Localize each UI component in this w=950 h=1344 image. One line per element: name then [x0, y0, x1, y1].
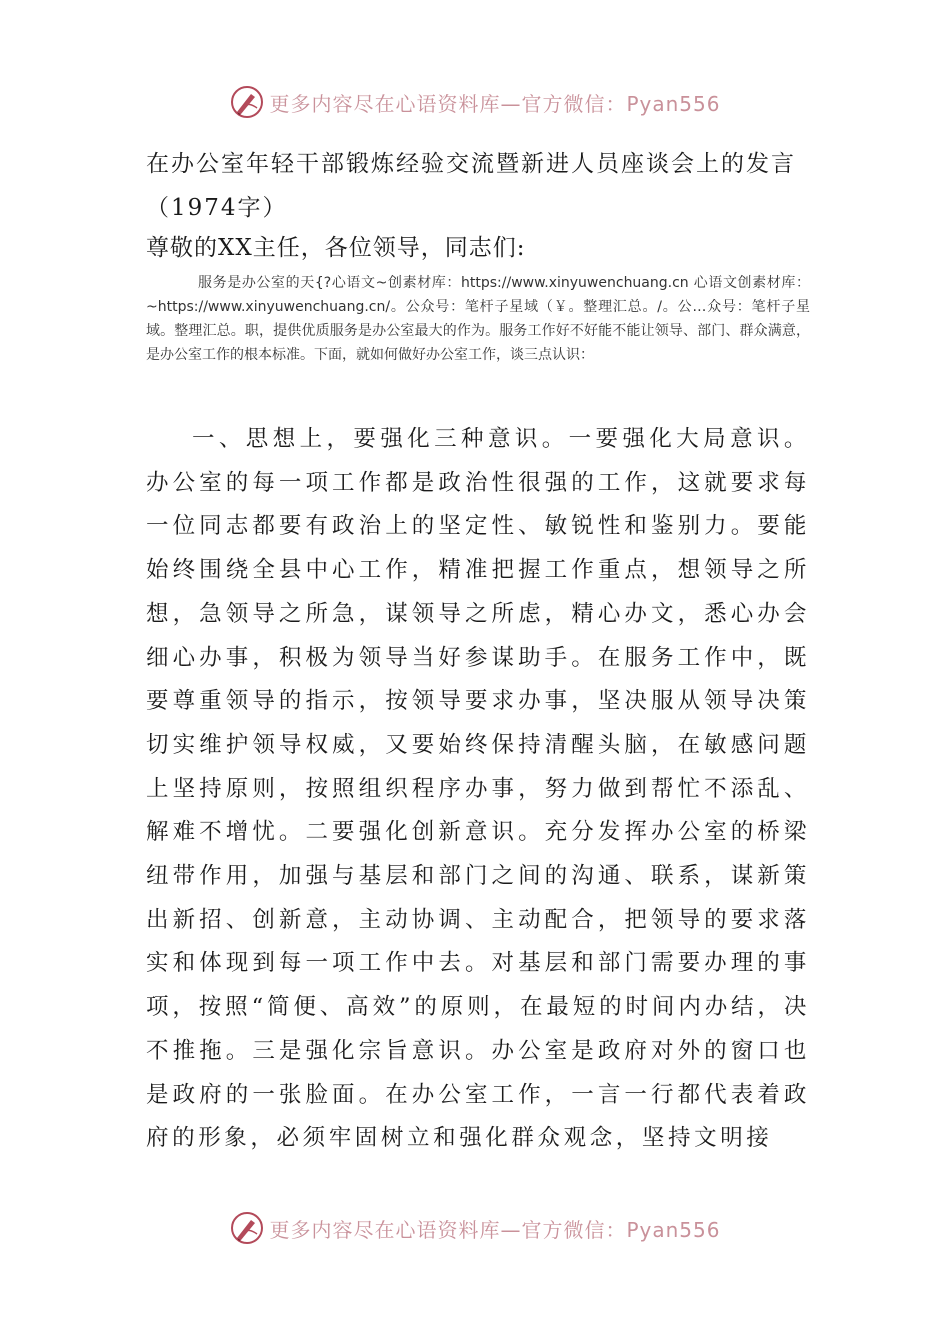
watermark-text: 更多内容尽在心语资料库—官方微信：Pyan556: [269, 91, 721, 116]
intro-paragraph: 服务是办公室的天{?心语文~创素材库：https://www.xinyuwenchuang.cn 心语文创素材库：~https://www.xinyuwenchuang.cn/。公众号：笔杆子星域（￥。整理汇总。/。公…众号：笔杆子星域。整理汇总。职，提供优质服务是办公室最大的作为。服务工作好不好能不能让领导、部门、群众满意，是办公室工作的根本标准。下面，就如何做好办公室工作，谈三点认识：: [146, 275, 810, 363]
watermark-text: 更多内容尽在心语资料库—官方微信：Pyan556: [269, 1217, 721, 1242]
document-title: 在办公室年轻干部锻炼经验交流暨新进人员座谈会上的发言（1974字）: [146, 151, 796, 221]
body-paragraph: 一、思想上，要强化三种意识。一要强化大局意识。办公室的每一项工作都是政治性很强的工作，这就要求每一位同志都要有政治上的坚定性、敏锐性和鉴别力。要能始终围绕全县中心工作，精准把握工作重点，想领导之所想，急领导之所急，谋领导之所虑，精心办文，悉心办会细心办事，积极为领导当好参谋助手。在服务工作中，既要尊重领导的指示，按领导要求办事，坚决服从领导决策切实维护领导权威，又要始终保持清醒头脑，在敏感问题上坚持原则，按照组织程序办事，努力做到帮忙不添乱、解难不增忧。二要强化创新意识。充分发挥办公室的桥梁纽带作用，加强与基层和部门之间的沟通、联系，谋新策出新招、创新意，主动协调、主动配合，把领导的要求落实和体现到每一项工作中去。对基层和部门需要办理的事项，按照“简便、高效”的原则，在最短的时间内办结，决不推拖。三是强化宗旨意识。办公室是政府对外的窗口也是政府的一张脸面。在办公室工作，一言一行都代表着政府的形象，必须牢固树立和强化群众观念，坚持文明接: [146, 426, 810, 1152]
salutation: 尊敬的XX主任，各位领导，同志们:: [146, 235, 526, 261]
watermark-banner-top: [0, 82, 950, 122]
pen-logo-icon: [229, 84, 265, 120]
watermark-banner-bottom: [0, 1208, 950, 1248]
pen-logo-icon: [229, 1210, 265, 1246]
